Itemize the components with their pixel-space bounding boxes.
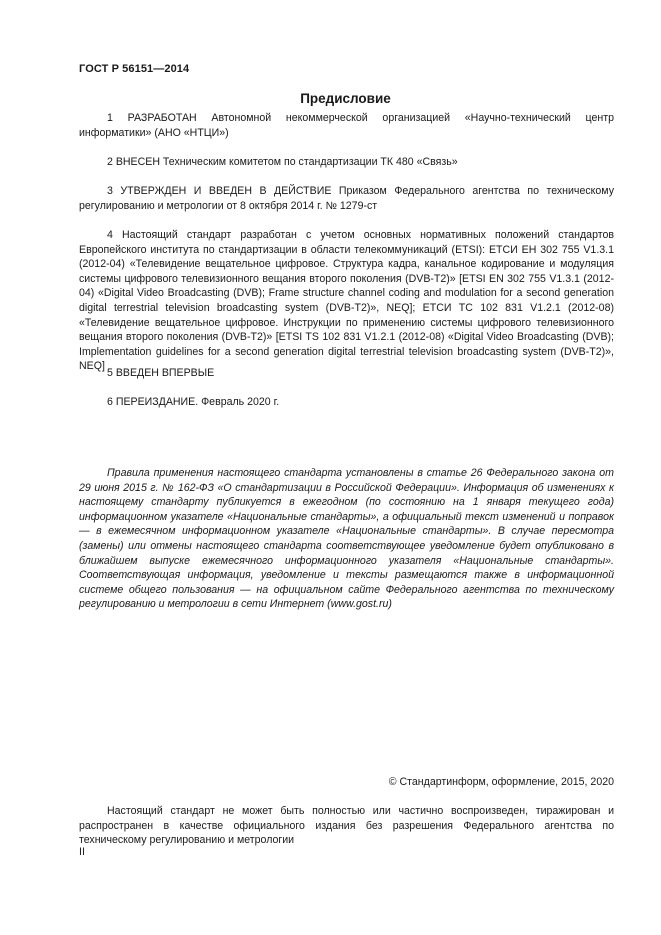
standard-id-header: ГОСТ Р 56151—2014: [79, 63, 190, 75]
page-title: Предисловие: [300, 91, 391, 106]
paragraph-submitted-by: 2 ВНЕСЕН Техническим комитетом по стандартизации ТК 480 «Связь»: [107, 156, 458, 168]
paragraph-reissue: 6 ПЕРЕИЗДАНИЕ. Февраль 2020 г.: [107, 396, 280, 408]
paragraph-based-on: 4 Настоящий стандарт разработан с учетом основных нормативных положений стандартов Европейского института по стандартизации в области телекоммуникаций (ETSI): ЕТСИ ЕН 302 755 V1.3.1 (2012-04) «Телевидение вещательное цифровое. Структура кадра, канальное кодирование и модуляция системы цифрового телевизионного вещания второго поколения (DVB-T2)» [ETSI EN 302 755 V1.3.1 (2012-04) «Digital Video Broadcasting (DVB); Frame structure channel coding and modulation for a second generation digital terrestrial television broadcasting system (DVB-T2)», NEQ]; ЕТСИ ТС 102 831 V1.2.1 (2012-08) «Телевидение вещательное цифровое. Инструкции по применению системы цифрового телевизионного вещания второго поколения (DVB-T2)» [ETSI TS 102 831 V1.2.1 (2012-08) «Digital Video Broadcasting (DVB); Implementation guidelines for a second generation digital terrestrial television broadcasting system (DVB-T2)», NEQ]: [79, 229, 614, 373]
copyright-line: © Стандартинформ, оформление, 2015, 2020: [388, 776, 614, 788]
standard-application-notice: Правила применения настоящего стандарта установлены в статье 26 Федерального закона от 29 июня 2015 г. № 162-ФЗ «О стандартизации в Российской Федерации». Информация об изменениях к настоящему стандарту публикуется в ежегодном (по состоянию на 1 января текущего года) информационном указателе «Национальные стандарты», а официальный текст изменений и поправок — в ежемесячном информационном указателе «Национальные стандарты». В случае пересмотра (замены) или отмены настоящего стандарта соответствующее уведомление будет опубликовано в ближайшем выпуске ежемесячного информационного указателя «Национальные стандарты». Соответствующая информация, уведомление и тексты размещаются также в информационной системе общего пользования — на официальном сайте Федерального агентства по техническому регулированию и метрологии в сети Интернет (www.gost.ru): [79, 467, 614, 611]
paragraph-approved: 3 УТВЕРЖДЕН И ВВЕДЕН В ДЕЙСТВИЕ Приказом Федерального агентства по техническому регулированию и метрологии от 8 октября 2014 г. № 1279-ст: [79, 185, 614, 212]
paragraph-developed-by: 1 РАЗРАБОТАН Автономной некоммерческой организацией «Научно-технический центр информатики» (АНО «НТЦИ»): [79, 112, 614, 139]
paragraph-introduced: 5 ВВЕДЕН ВПЕРВЫЕ: [107, 367, 215, 379]
page-number: II: [79, 846, 85, 858]
reproduction-rights-notice: Настоящий стандарт не может быть полностью или частично воспроизведен, тиражирован и распространен в качестве официального издания без разрешения Федерального агентства по техническому регулированию и метрологии: [79, 805, 614, 847]
